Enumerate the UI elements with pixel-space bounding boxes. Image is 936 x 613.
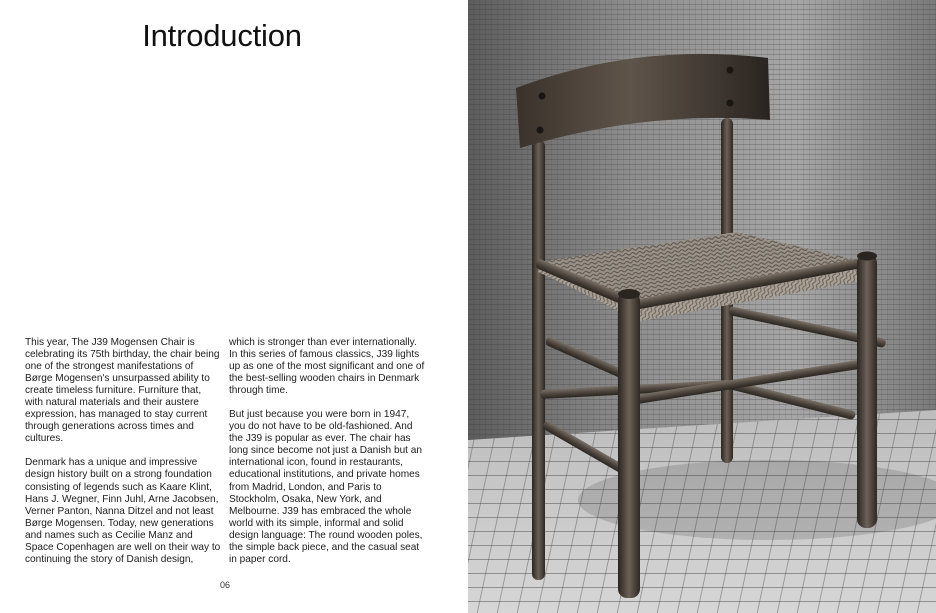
body-paragraph: which is stronger than ever internationally. In this series of famous classics, J39 lights up as one of the most significant and one of the best-selling wooden chairs in Denmark through time. [229,337,425,397]
body-paragraph: This year, The J39 Mogensen Chair is celebrating its 75th birthday, the chair being one of the strongest manifestations of Børge Mogensen's unsurpassed ability to create timeless furniture. Furniture that, with natural materials and their austere expression, has managed to stay current through generations across times and cultures. [25,337,220,445]
body-paragraph: Denmark has a unique and impressive design history built on a strong foundation consisting of legends such as Kaare Klint, Hans J. Wegner, Finn Juhl, Arne Jacobsen, Verner Panton, Nanna Ditzel and not least Børge Mogensen. Today, new generations and names such as Cecilie Manz and Space Copenhagen are well on their way to continuing the story of Danish design, [25,457,221,565]
page-number: 06 [219,580,230,590]
chair-photo [468,0,936,613]
chair-photo-illustration [468,0,936,613]
page-title: Introduction [142,18,302,53]
body-paragraph: But just because you were born in 1947, you do not have to be old-fashioned. And the J39 is popular as ever. The chair has long since become not just a Danish but an international icon, found in restaurants, educational institutions, and private homes from Madrid, London, and Paris to Stockholm, Osaka, New York, and Melbourne. J39 has embraced the whole world with its simple, informal and solid design language: The round wooden poles, the simple back piece, and the casual seat in paper cord. [229,409,423,565]
text-column-1 [25,337,221,578]
text-column-2 [229,337,425,578]
